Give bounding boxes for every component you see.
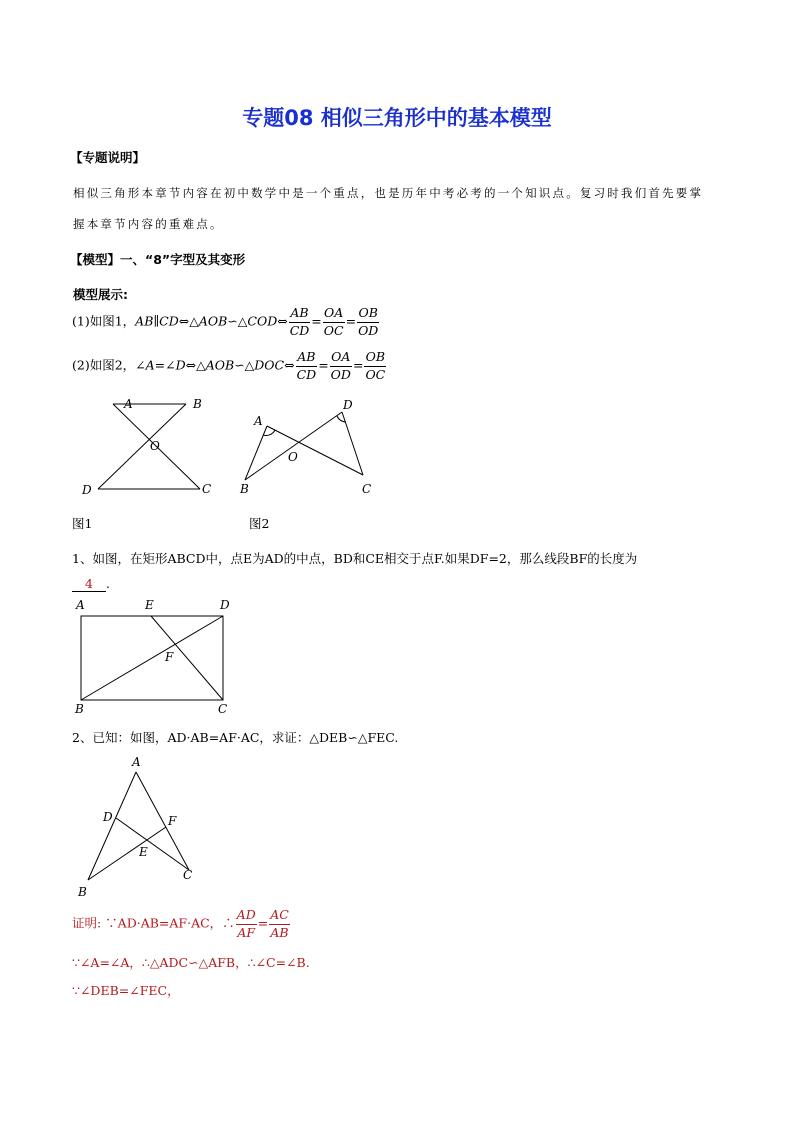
fig1-label-o: O (150, 439, 160, 453)
case-1-fraction-1: $\frac{AB}{CD}$ (289, 305, 310, 338)
intro-line-1: 相似三角形本章节内容在初中数学中是一个重点，也是历年中考必考的一个知识点。复习时我们首先要掌 (73, 186, 704, 200)
q2-label-c: C (183, 868, 193, 882)
case-1-fraction-2: $\frac{OA}{OC}$ (323, 305, 344, 338)
fig2-label-a: A (254, 414, 263, 428)
figure-1 (78, 392, 218, 502)
question-1-answer-line: 4 . (72, 576, 110, 592)
page-title: 专题08 相似三角形中的基本模型 (242, 106, 552, 130)
proof-line-1: 证明: ∵AD·AB=AF·AC，∴ $\frac{AD}{AF}$ = $\frac{AC}{AB}$ (72, 907, 289, 940)
fig2-label-d: D (343, 398, 353, 412)
question-2-text: 2、已知：如图，AD·AB=AF·AC，求证：△DEB∽△FEC. (72, 730, 399, 745)
model-show-label: 模型展示: (73, 287, 128, 302)
proof-line-1-text: 证明: ∵AD·AB=AF·AC，∴ (72, 915, 235, 931)
case-1-prefix: (1)如图1， (72, 313, 136, 329)
fig1-label-b: B (193, 397, 202, 411)
proof-fraction-2: $\frac{AC}{AB}$ (270, 907, 289, 940)
question-1-figure (72, 596, 242, 718)
q1-label-d: D (220, 598, 230, 612)
fig2-label-c: C (362, 482, 372, 496)
case-2-fraction-1: $\frac{AB}{CD}$ (296, 349, 317, 382)
figure-2 (232, 392, 382, 502)
q2-label-d: D (103, 810, 113, 824)
q1-label-e: E (145, 598, 154, 612)
q2-label-a: A (132, 755, 141, 769)
proof-fraction-1: $\frac{AD}{AF}$ (236, 907, 256, 940)
case-1-fraction-3: $\frac{OB}{OD}$ (358, 305, 379, 338)
case-2-prefix: (2)如图2， (72, 357, 136, 373)
figure-1-caption: 图1 (72, 516, 93, 531)
case-1: (1)如图1，AB∥CD⇔△AOB∽△COD⇔ $\frac{AB}{CD}$ = $\frac{OA}{OC}$ = $\frac{OB}{OD}$ (72, 305, 379, 338)
case-2-fraction-2: $\frac{OA}{OD}$ (330, 349, 351, 382)
case-2-condition: ∠A=∠D⇔△AOB∽△DOC⇔ (135, 357, 295, 373)
fig1-label-d: D (82, 483, 92, 497)
proof-line-2: ∵∠A=∠A，∴△ADC∽△AFB，∴∠C=∠B. (72, 955, 310, 970)
question-1-answer: 4 (72, 576, 106, 592)
fig2-label-b: B (240, 482, 249, 496)
q2-label-b: B (78, 885, 87, 899)
intro-line-2: 握本章节内容的重难点。 (73, 217, 224, 231)
q1-label-f: F (165, 650, 174, 664)
question-2-figure (72, 752, 207, 900)
proof-line-3: ∵∠DEB=∠FEC， (72, 983, 180, 998)
q1-label-c: C (218, 702, 228, 716)
case-2: (2)如图2，∠A=∠D⇔△AOB∽△DOC⇔ $\frac{AB}{CD}$ = $\frac{OA}{OD}$ = $\frac{OB}{OC}$ (72, 349, 386, 382)
case-2-fraction-3: $\frac{OB}{OC}$ (365, 349, 386, 382)
intro-heading: 【专题说明】 (70, 150, 146, 165)
fig1-label-a: A (124, 397, 133, 411)
figure-2-caption: 图2 (249, 516, 270, 531)
case-1-condition: AB∥CD⇔△AOB∽△COD⇔ (135, 313, 288, 329)
q1-label-a: A (76, 598, 85, 612)
q1-label-b: B (75, 702, 84, 716)
model-heading: 【模型】一、“8”字型及其变形 (70, 252, 246, 267)
q2-label-e: E (139, 845, 148, 859)
fig2-label-o: O (288, 450, 298, 464)
question-1-text: 1、如图，在矩形ABCD中，点E为AD的中点，BD和CE相交于点F.如果DF=2，那么线段BF的长度为 (72, 551, 638, 566)
q2-label-f: F (168, 814, 177, 828)
fig1-label-c: C (202, 482, 212, 496)
